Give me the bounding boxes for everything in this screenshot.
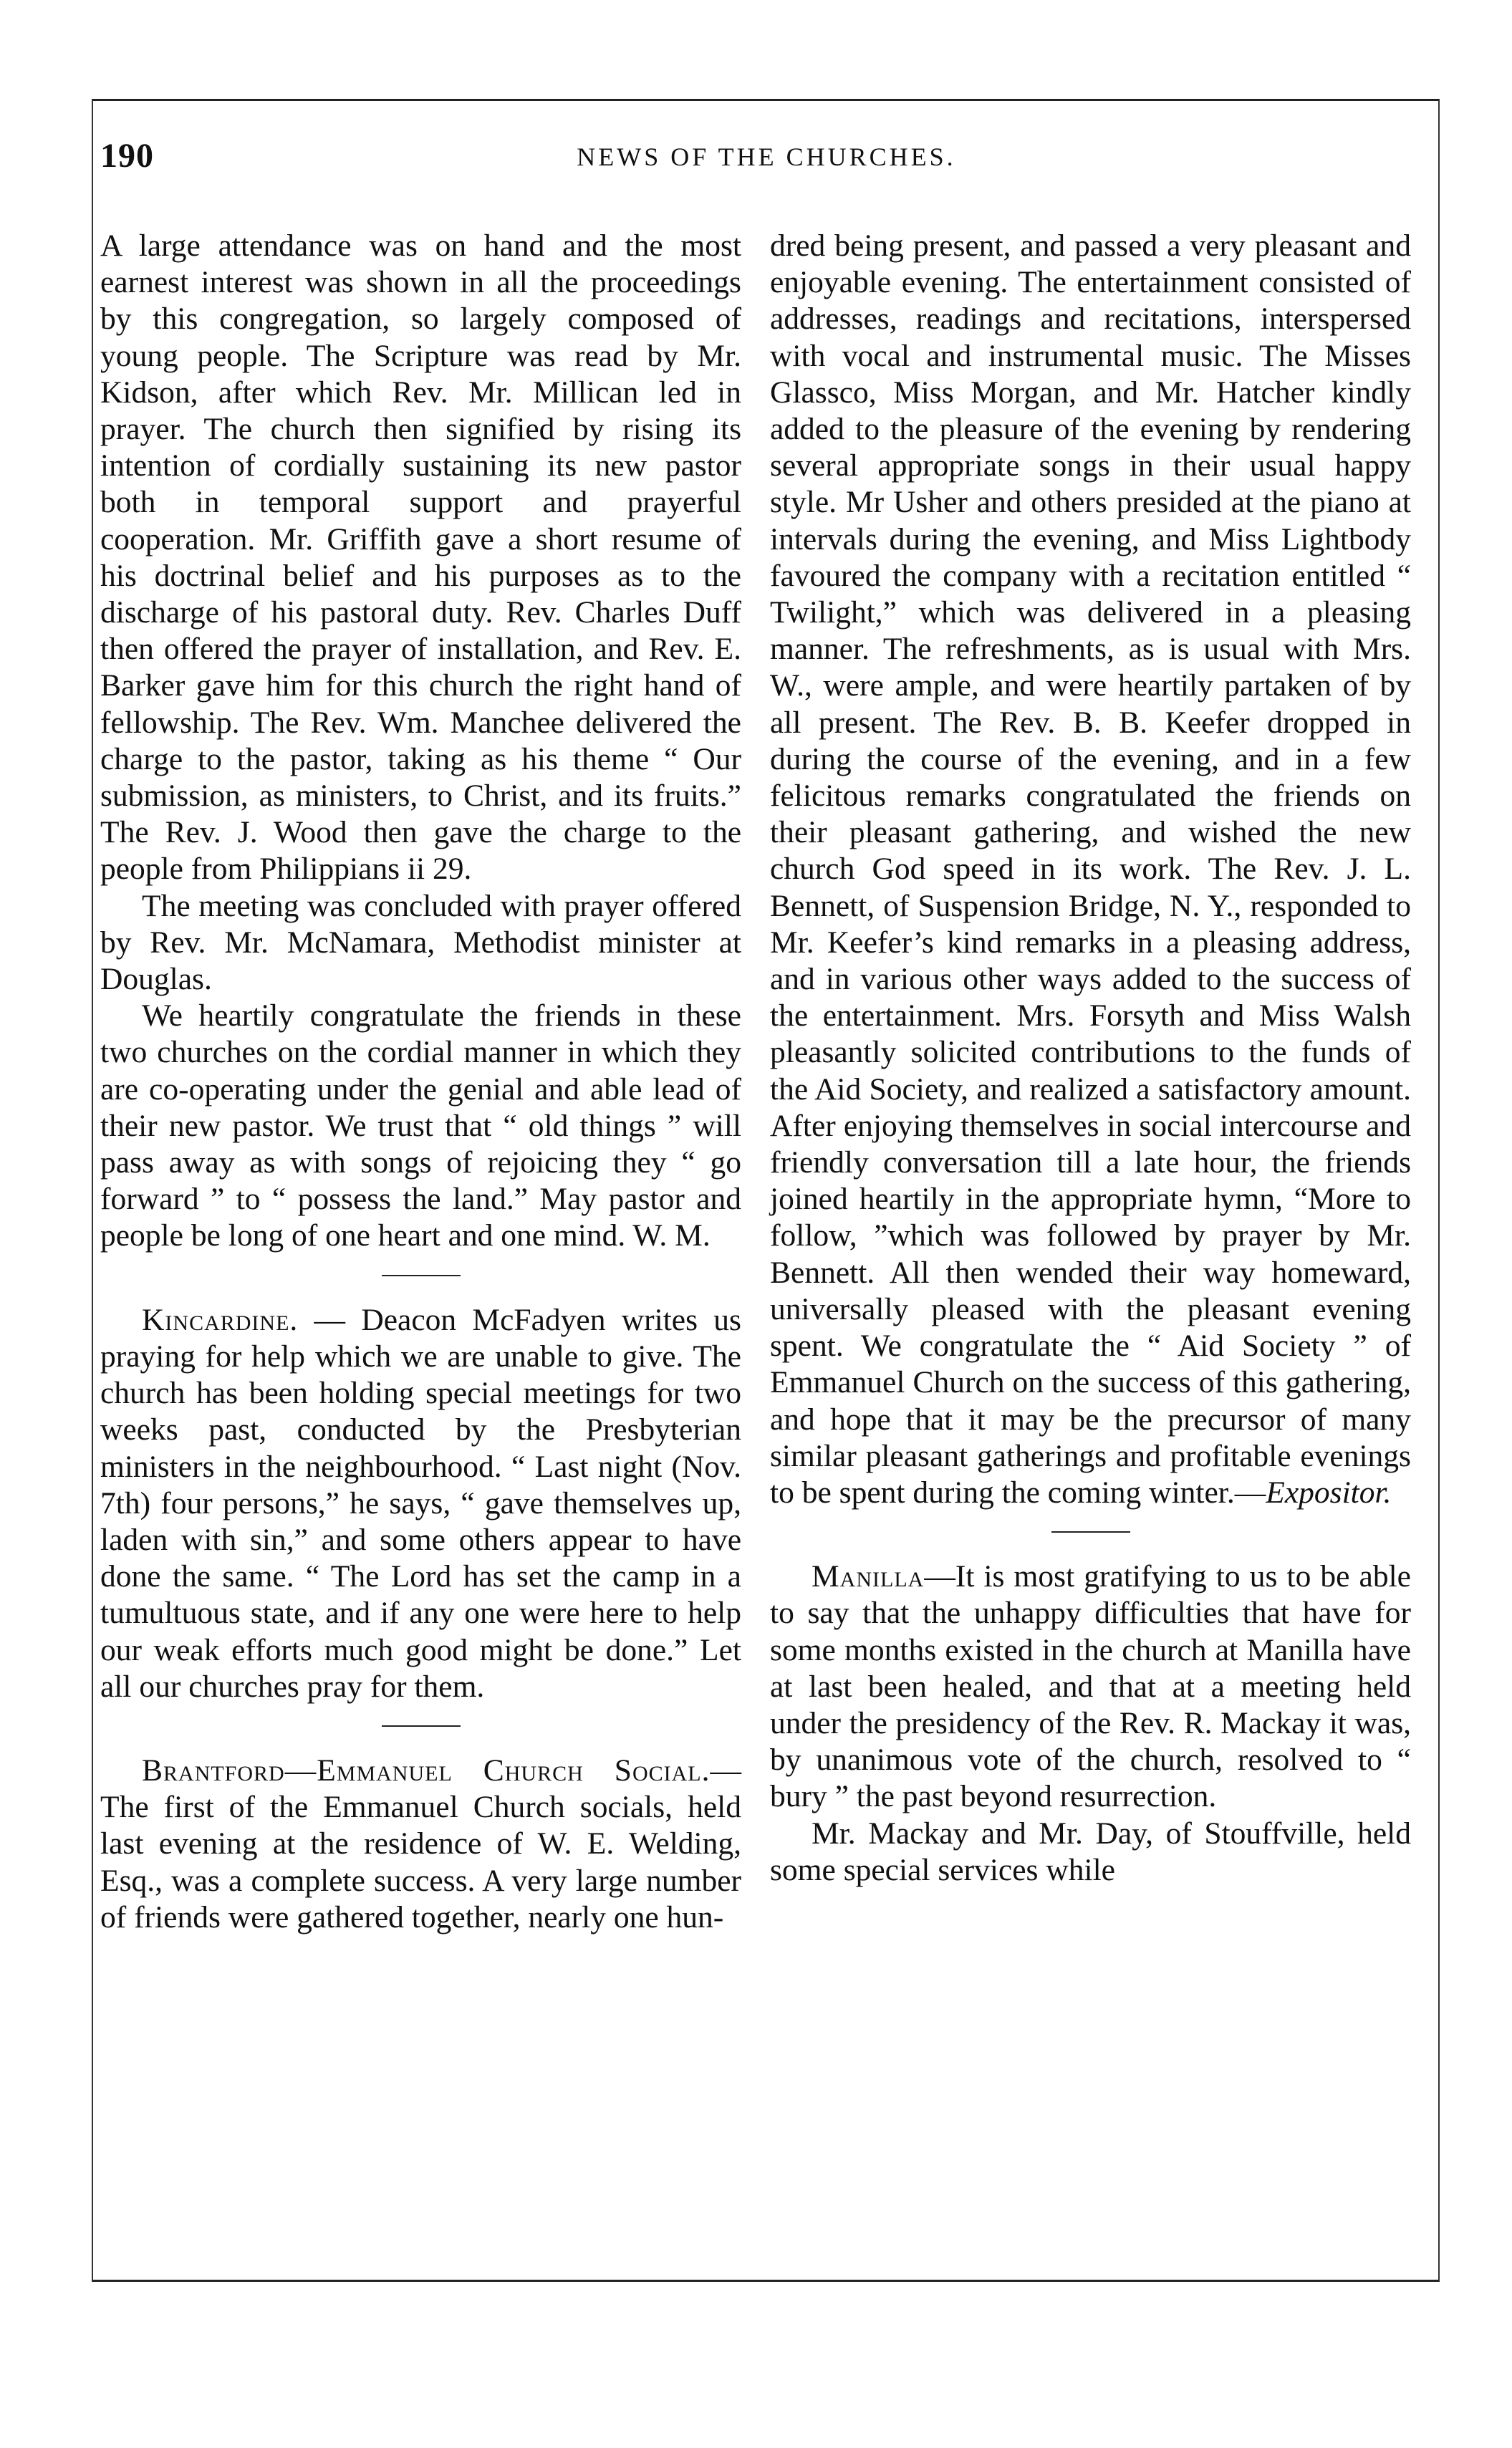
brantford-paragraph: [100, 1753, 741, 1936]
stouffville-paragraph: Mr. Mackay and Mr. Day, of Stouffville, held some special services while: [770, 1816, 1411, 1887]
section-divider: [382, 1725, 461, 1727]
page-header: [100, 136, 1432, 186]
kincardine-heading: Kincardine.: [142, 1302, 299, 1337]
section-divider: [1051, 1531, 1130, 1533]
manilla-paragraph: [770, 1558, 1411, 1815]
brantford-continued-text: dred being present, and passed a very pleasant and enjoyable evening. The entertainment consisted of addresses, readings and recitations, interspersed with vocal and instrumental music. The Misses Glassco, Miss Morgan, and Mr. Hatcher kindly added to the pleasure of the evening by rendering several appropriate songs in their usual happy style. Mr Usher and others presided at the piano at intervals during the evening, and Miss Lightbody favoured the company with a recitation entitled “ Twilight,” which was delivered in a pleasing manner. The refreshments, as is usual with Mrs. W., were ample, and were heartily partaken of by all present. The Rev. B. B. Keefer dropped in during the course of the evening, and in a few felicitous remarks congratulated the friends on their pleasant gathering, and wished the new church God speed in its work. The Rev. J. L. Bennett, of Suspension Bridge, N. Y., responded to Mr. Keefer’s kind remarks in a pleasing address, and in various other ways added to the success of the entertainment. Mrs. Forsyth and Miss Walsh pleasantly solicited contributions to the funds of the Aid Society, and realized a satisfactory amount. After enjoying themselves in social intercourse and friendly conversation till a late hour, the friends joined heartily in the appropriate hymn, “More to follow, ”which was followed by prayer by Mr. Bennett. All then wended their way homeward, universally pleased with the pleasant evening spent. We congratulate the “ Aid Society ” of Emmanuel Church on the success of this gathering, and hope that it may be the precursor of many similar pleasant gatherings and profitable evenings to be spent during the coming winter.—: [770, 228, 1411, 1510]
left-column: [100, 228, 741, 1936]
source-credit: Expositor.: [1266, 1475, 1392, 1510]
right-column: [770, 228, 1411, 1889]
brantford-continued-paragraph: [770, 228, 1411, 1511]
congratulation-paragraph: We heartily congratulate the friends in these two churches on the cordial manner in which they are co-operating under the genial and able lead of their new pastor. We trust that “ old things ” will pass away as with songs of rejoicing they “ go forward ” to “ possess the land.” May pastor and people be long of one heart and one mind. W. M.: [100, 998, 741, 1253]
section-divider: [382, 1275, 461, 1276]
page-number: 190: [100, 137, 154, 175]
closing-prayer-paragraph: The meeting was concluded with prayer offered by Rev. Mr. McNamara, Methodist minister at Douglas.: [100, 888, 741, 997]
installation-paragraph: A large attendance was on hand and the most earnest interest was shown in all the proceedings by this congregation, so largely composed of young people. The Scripture was read by Mr. Kidson, after which Rev. Mr. Millican led in prayer. The church then signified by rising its intention of cordially sustaining its new pastor both in temporal support and prayerful cooperation. Mr. Griffith gave a short resume of his doctrinal belief and his purposes as to the discharge of his pastoral duty. Rev. Charles Duff then offered the prayer of installation, and Rev. E. Barker gave him for this church the right hand of fellowship. The Rev. Wm. Manchee delivered the charge to the pastor, taking as his theme “ Our submission, as ministers, to Christ, and its fruits.” The Rev. J. Wood then gave the charge to the people from Philippians ii 29.: [100, 228, 741, 887]
manilla-text: —It is most gratifying to us to be able to say that the unhappy difficulties that have for some months existed in the church at Manilla have at last been healed, and that at a meeting held under the presidency of the Rev. R. Mackay it was, by unanimous vote of the church, resolved to “ bury ” the past beyond resurrection.: [770, 1559, 1411, 1814]
running-title: NEWS OF THE CHURCHES.: [577, 143, 956, 171]
manilla-heading: Manilla: [812, 1559, 925, 1594]
kincardine-text: — Deacon McFadyen writes us praying for help which we are unable to give. The church has been holding special meetings for two weeks past, conducted by the Presbyterian ministers in the neighbourhood. “ Last night (Nov. 7th) four persons,” he says, “ gave themselves up, laden with sin,” and some others appear to have done the same. “ The Lord has set the camp in a tumultuous state, and if any one were here to help our weak efforts much good might be done.” Let all our churches pray for them.: [100, 1302, 741, 1704]
kincardine-paragraph: [100, 1302, 741, 1705]
brantford-text: —The first of the Emmanuel Church socials, held last evening at the residence of W. E. Welding, Esq., was a complete success. A very large number of friends were gathered together, nearly one hun-: [100, 1753, 741, 1934]
brantford-heading: Brantford—Emmanuel Church Social.: [142, 1753, 711, 1788]
